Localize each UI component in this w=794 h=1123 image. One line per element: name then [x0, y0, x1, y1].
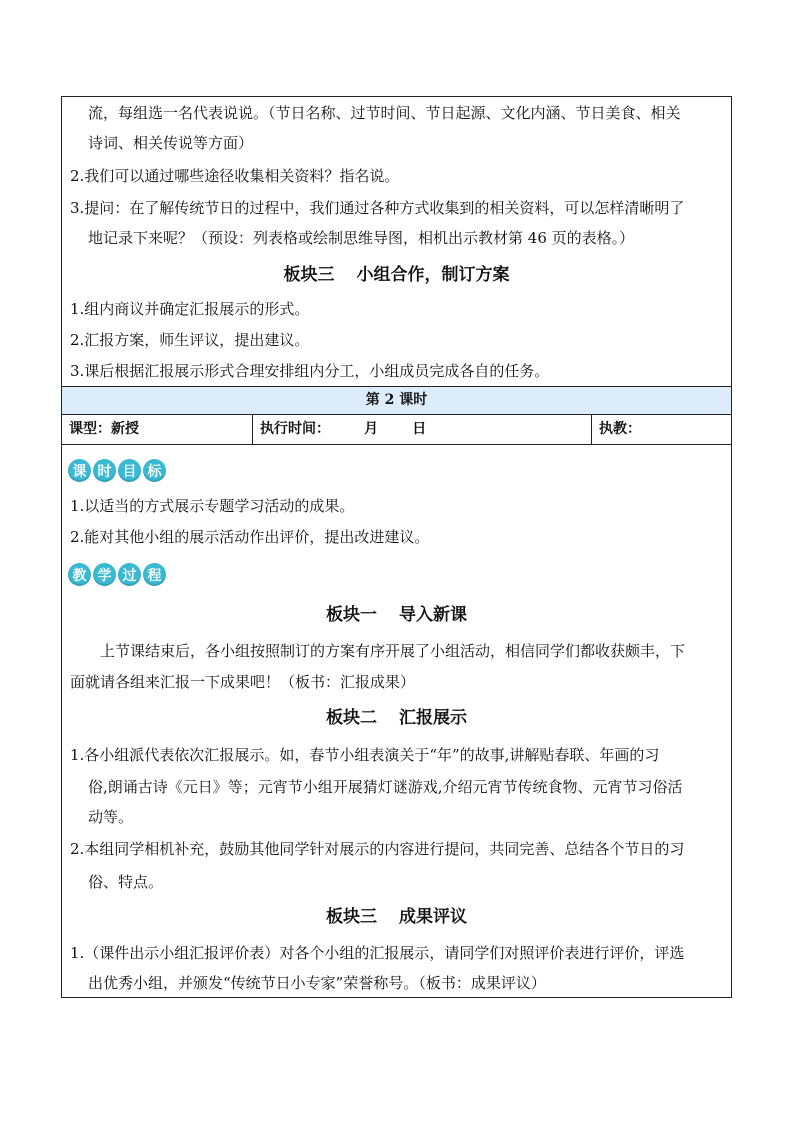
objectives-badge — [68, 459, 166, 482]
paragraph-line: 面就请各组来汇报一下成果吧！（板书：汇报成果） — [70, 673, 416, 691]
list-item: 1.组内商议并确定汇报展示的形式。 — [70, 300, 310, 318]
text-line: 地记录下来呢？（预设：列表格或绘制思维导图，相机出示教材第 46 页的表格。） — [88, 229, 635, 247]
badge-char: 时 — [93, 459, 116, 482]
section-heading — [62, 600, 731, 630]
list-item: 2.汇报方案，师生评议，提出建议。 — [70, 331, 310, 349]
section-title: 成果评议 — [399, 907, 467, 927]
list-item: 3.课后根据汇报展示形式合理安排组内分工，小组成员完成各自的任务。 — [70, 362, 550, 380]
badge-char: 过 — [118, 563, 141, 586]
teacher-cell: 执教： — [599, 421, 641, 437]
process-badge — [68, 563, 166, 586]
section-title: 导入新课 — [399, 605, 467, 625]
text-line: 流，每组选一名代表说说。（节日名称、过节时间、节日起源、文化内涵、节日美食、相关 — [88, 104, 681, 122]
text-line: 俗、特点。 — [88, 873, 164, 891]
lesson-band-title: 第 2 课时 — [62, 386, 731, 415]
list-item: 1.各小组派代表依次汇报展示。如，春节小组表演关于“年”的故事,讲解贴春联、年画的习 — [70, 746, 660, 764]
section-label: 板块二 — [326, 708, 377, 728]
list-item: 2.本组同学相机补充，鼓励其他同学针对展示的内容进行提问，共同完善、总结各个节日的习 — [70, 840, 685, 858]
text-line: 俗,朗诵古诗《元日》等；元宵节小组开展猜灯谜游戏,介绍元宵节传统食物、元宵节习俗活 — [88, 778, 683, 796]
section-title: 汇报展示 — [399, 708, 467, 728]
section-title: 小组合作，制订方案 — [356, 265, 510, 285]
paragraph-line: 上节课结束后，各小组按照制订的方案有序开展了小组活动，相信同学们都收获颇丰，下 — [100, 642, 686, 660]
section-heading — [62, 902, 731, 932]
list-item: 2.我们可以通过哪些途径收集相关资料？指名说。 — [70, 167, 400, 185]
section-label: 板块三 — [283, 265, 335, 285]
list-item: 1.（课件出示小组汇报评价表）对各个小组的汇报展示，请同学们对照评价表进行评价，评选 — [70, 944, 685, 962]
text-line: 出优秀小组，并颁发“传统节日小专家”荣誉称号。（板书：成果评议） — [88, 974, 546, 992]
section-label: 板块三 — [326, 907, 377, 927]
lesson-info-row — [62, 415, 731, 445]
badge-char: 学 — [93, 563, 116, 586]
list-item: 1.以适当的方式展示专题学习活动的成果。 — [70, 497, 355, 515]
lesson-plan-table — [61, 96, 732, 998]
badge-char: 程 — [143, 563, 166, 586]
list-item: 2.能对其他小组的展示活动作出评价，提出改进建议。 — [70, 528, 430, 546]
text-line: 诗词、相关传说等方面） — [88, 134, 254, 152]
list-item: 3.提问：在了解传统节日的过程中，我们通过各种方式收集到的相关资料，可以怎样清晰明了 — [70, 199, 685, 217]
section-label: 板块一 — [326, 605, 377, 625]
badge-char: 课 — [68, 459, 91, 482]
badge-char: 标 — [143, 459, 166, 482]
badge-char: 教 — [68, 563, 91, 586]
section-heading — [62, 260, 731, 290]
execution-time-cell: 执行时间： 月 日 — [253, 415, 592, 444]
lesson-type-cell: 课型：新授 — [62, 415, 253, 444]
text-line: 动等。 — [88, 808, 134, 826]
section-heading — [62, 703, 731, 733]
badge-char: 目 — [118, 459, 141, 482]
